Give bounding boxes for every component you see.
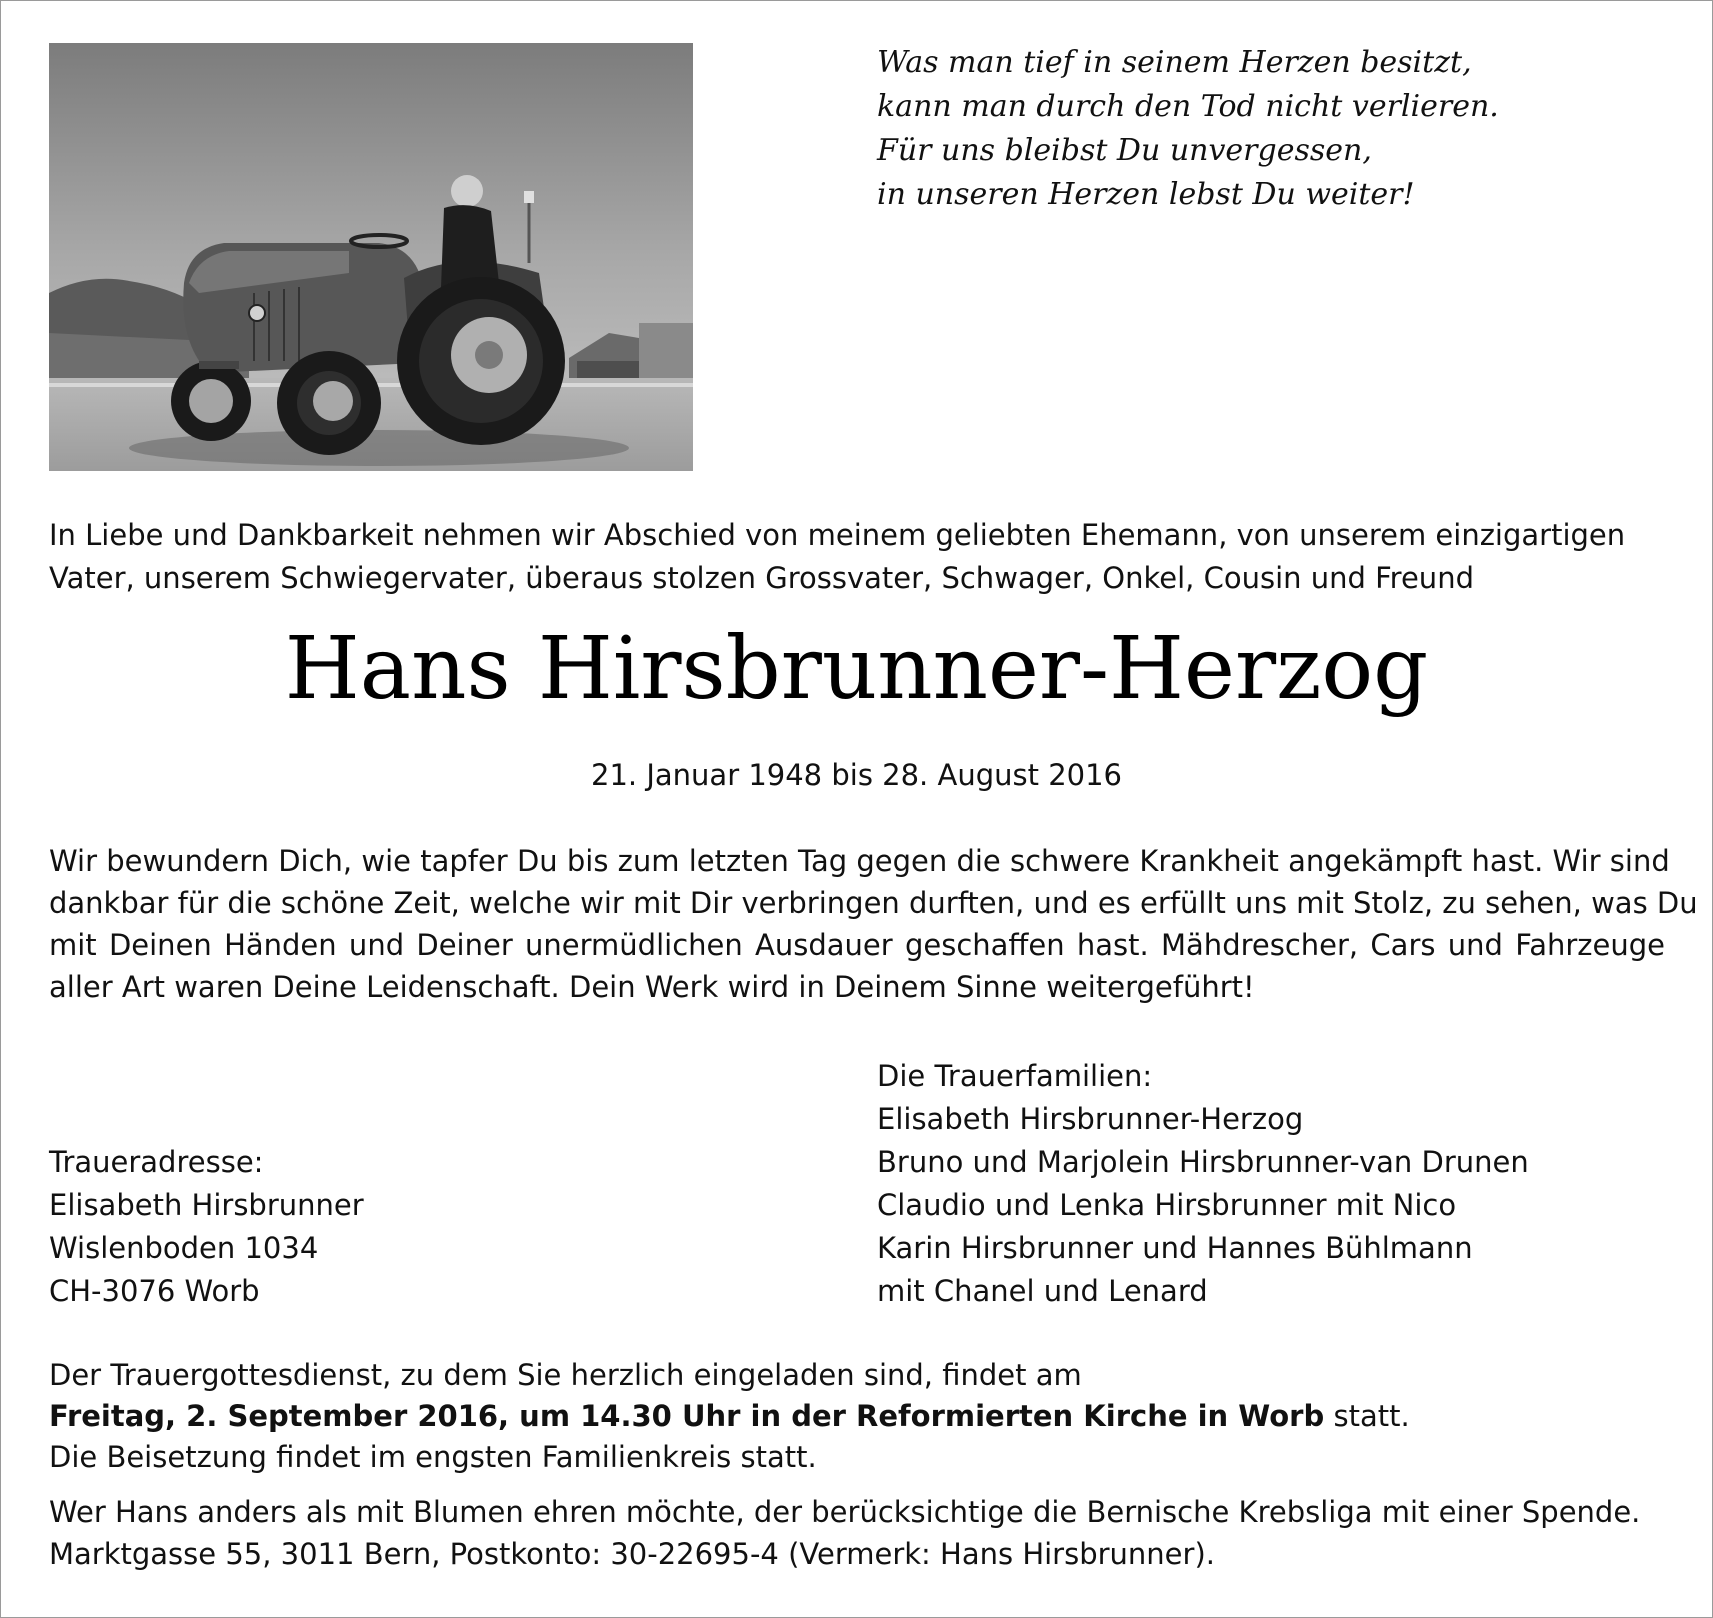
donation-line: Wer Hans anders als mit Blumen ehren möchte, der berücksichtige die Bernische Krebsliga mit einer Spende. [49, 1495, 1641, 1529]
tribute-paragraph [49, 840, 1698, 1008]
poem-line: Was man tief in seinem Herzen besitzt, [877, 45, 1472, 80]
tribute-line: dankbar für die schöne Zeit, welche wir mit Dir verbringen durften, und es erfüllt uns mit Stolz, zu sehen, was Du [49, 886, 1698, 920]
poem-line: Für uns bleibst Du unvergessen, [877, 133, 1372, 168]
memorial-poem [877, 41, 1577, 217]
mourning-address [49, 1141, 649, 1313]
life-dates: 21. Januar 1948 bis 28. August 2016 [591, 758, 1122, 792]
service-datetime: Freitag, 2. September 2016, um 14.30 Uhr in der Reformierten Kirche in Worb [49, 1399, 1325, 1433]
family-line: Bruno und Marjolein Hirsbrunner-van Drunen [877, 1145, 1529, 1179]
service-info [49, 1355, 1665, 1478]
service-line-rest: statt. [1324, 1399, 1410, 1433]
tribute-line: Wir bewundern Dich, wie tapfer Du bis zum letzten Tag gegen die schwere Krankheit angekämpft hast. Wir sind [49, 844, 1670, 878]
poem-line: kann man durch den Tod nicht verlieren. [877, 89, 1499, 124]
families-heading: Die Trauerfamilien: [877, 1059, 1153, 1093]
service-line: Der Trauergottesdienst, zu dem Sie herzlich eingeladen sind, findet am [49, 1358, 1082, 1392]
address-line: CH-3076 Worb [49, 1274, 260, 1308]
service-line [49, 1396, 1665, 1437]
intro-line: In Liebe und Dankbarkeit nehmen wir Abschied von meinem geliebten Ehemann, von unserem einzigartigen [49, 518, 1626, 552]
intro-line: Vater, unserem Schwiegervater, überaus stolzen Grossvater, Schwager, Onkel, Cousin und Freund [49, 561, 1474, 595]
burial-line: Die Beisetzung findet im engsten Familienkreis statt. [49, 1440, 817, 1474]
poem-line: in unseren Herzen lebst Du weiter! [877, 177, 1415, 212]
donation-account-line: Marktgasse 55, 3011 Bern, Postkonto: 30-22695-4 (Vermerk: Hans Hirsbrunner). [49, 1537, 1215, 1571]
tribute-line: aller Art waren Deine Leidenschaft. Dein Werk wird in Deinem Sinne weitergeführt! [49, 970, 1255, 1004]
address-line: Elisabeth Hirsbrunner [49, 1188, 364, 1222]
deceased-name: Hans Hirsbrunner-Herzog [284, 619, 1429, 719]
family-line: mit Chanel und Lenard [877, 1274, 1208, 1308]
address-heading: Traueradresse: [49, 1145, 264, 1179]
intro-paragraph [49, 514, 1665, 600]
address-line: Wislenboden 1034 [49, 1231, 319, 1265]
tribute-line: mit Deinen Händen und Deiner unermüdlichen Ausdauer geschaffen hast. Mähdrescher, Cars und Fahrzeuge [49, 928, 1665, 962]
mourning-families [877, 1055, 1677, 1313]
family-line: Elisabeth Hirsbrunner-Herzog [877, 1102, 1304, 1136]
family-line: Karin Hirsbrunner und Hannes Bühlmann [877, 1231, 1473, 1265]
man-on-tractor-photo [49, 43, 693, 471]
donation-info [49, 1491, 1665, 1575]
family-line: Claudio und Lenka Hirsbrunner mit Nico [877, 1188, 1457, 1222]
